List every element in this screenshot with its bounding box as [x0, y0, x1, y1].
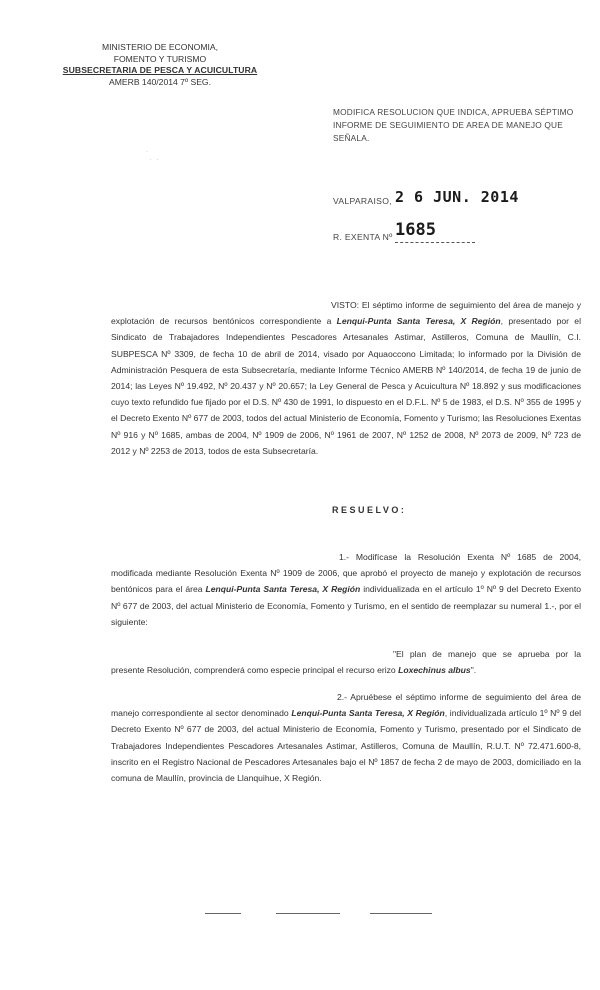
exenta-label: R. EXENTA Nº [333, 232, 393, 242]
place-date-row [333, 188, 583, 212]
visto-paragraph: VISTO: El séptimo informe de seguimiento del área de manejo y explotación de recursos bentónicos correspondiente a Lenqui-Punta Santa Teresa, X Región, presentado por el Sindicato de Trabajadores Independientes Pescadores Artesanales Astimar, Astilleros, Comuna de Maullín, C.I. SUBPESCA Nº 3309, de fecha 10 de abril de 2014, visado por Aquaoccono Limitada; lo informado por la División de Administración Pesquera de esta Subsecretaría, mediante Informe Técnico AMERB Nº 140/2014, de fecha 19 de junio de 2014; las Leyes Nº 19.492, Nº 20.437 y Nº 20.657; la Ley General de Pesca y Acuicultura Nº 18.892 y sus modificaciones cuyo texto refundido fue fijado por el D.S. Nº 430 de 1991, lo dispuesto en el D.F.L. Nº 5 de 1983, el D.S. Nº 355 de 1995 y el Decreto Exento Nº 677 de 2003, todos del actual Ministerio de Economía, Fomento y Turismo; las Resoluciones Exentas Nº 916 y Nº 1685, ambas de 2004, Nº 1909 de 2006, Nº 1961 de 2007, Nº 1252 de 2008, Nº 2073 de 2009, Nº 723 de 2012 y Nº 2253 de 2013, todos de esta Subsecretaría. [111, 300, 581, 456]
ministry-header [40, 42, 280, 88]
footer-line [370, 913, 432, 914]
footer-line [276, 913, 340, 914]
resuelvo-heading: RESUELVO: [332, 505, 407, 515]
exenta-row [333, 220, 583, 246]
header-ministry: MINISTERIO DE ECONOMIA, [101, 42, 219, 52]
place-label: VALPARAISO, [333, 196, 392, 206]
header-subsecretaria: SUBSECRETARIA DE PESCA Y ACUICULTURA [62, 65, 258, 75]
footer-line [205, 913, 241, 914]
quoted-text: "El plan de manejo que se aprueba por la presente Resolución, comprenderá como especie principal el recurso erizo Loxechinus albus". [111, 649, 581, 676]
area-name: Lenqui-Punta Santa Teresa, X Región [205, 584, 361, 595]
resolution-item-2: 2.- Apruébese el séptimo informe de seguimiento del área de manejo correspondiente al sector denominado Lenqui-Punta Santa Teresa, X Región, individualizada artículo 1º Nº 9 del Decreto Exento Nº 677 de 2003, del actual Ministerio de Economía, Fomento y Turismo, presentado por el Sindicato de Trabajadores Independientes Pescadores Artesanales Astimar, Astilleros, Comuna de Maullín, R.U.T. Nº 72.471.600-8, inscrito en el Registro Nacional de Pescadores Artesanales bajo el Nº 1857 de fecha 2 de mayo de 2003, domiciliado en la comuna de Maullín, provincia de Llanquihue, X Región. [111, 692, 582, 784]
species-name: Loxechinus albus [398, 665, 471, 676]
header-reference: AMERB 140/2014 7º SEG. [108, 76, 212, 87]
exenta-underline [395, 242, 475, 243]
resolution-item-1: 1.- Modifícase la Resolución Exenta Nº 1685 de 2004, modificada mediante Resolución Exenta Nº 1909 de 2006, que aprobó el proyecto de manejo y explotación de recursos bentónicos para el área Lenqui-Punta Santa Teresa, X Región individualizada en el artículo 1º Nº 9 del Decreto Exento Nº 677 de 2003, del actual Ministerio de Economía, Fomento y Turismo, en el sentido de reemplazar su numeral 1.-, por el siguiente: [111, 552, 581, 627]
area-name: Lenqui-Punta Santa Teresa, X Región [336, 316, 501, 327]
header-ministry-sub: FOMENTO Y TURISMO [113, 53, 207, 64]
scan-speckle: · · · [146, 149, 159, 163]
exenta-number-stamp: 1685 [395, 220, 436, 240]
document-subject: MODIFICA RESOLUCION QUE INDICA, APRUEBA SÉPTIMO INFORME DE SEGUIMIENTO DE AREA DE MANEJO QUE SEÑALA. [333, 107, 574, 143]
area-name: Lenqui-Punta Santa Teresa, X Región [291, 708, 445, 719]
date-stamp: 2 6 JUN. 2014 [395, 188, 519, 206]
